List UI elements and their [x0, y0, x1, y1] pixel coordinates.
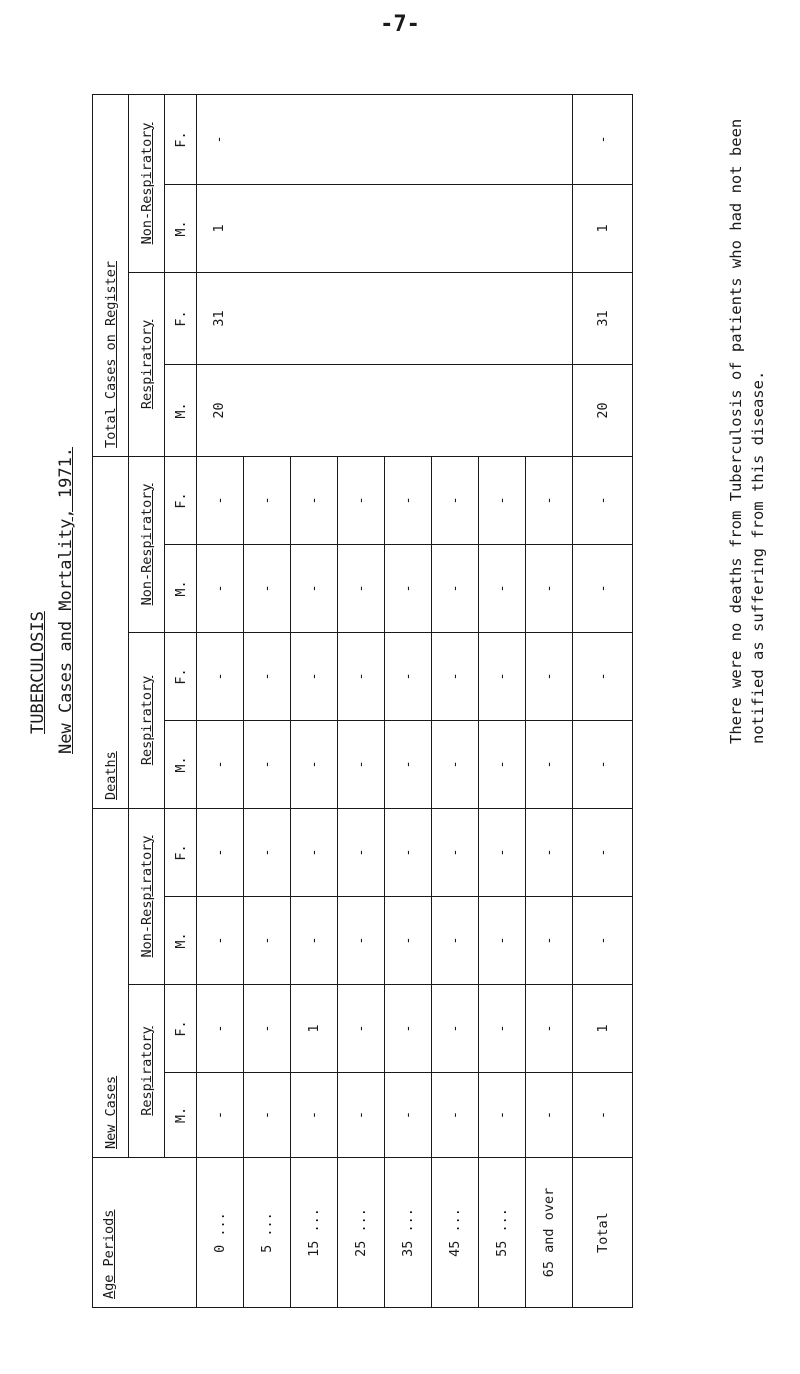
tuberculosis-table — [92, 94, 633, 1308]
value-cell: - — [479, 985, 526, 1073]
value-cell: - — [291, 1073, 338, 1158]
value-cell: - — [385, 1073, 432, 1158]
value-cell: - — [197, 897, 244, 985]
value-cell: - — [385, 720, 432, 808]
sex-female-header: F. — [165, 94, 197, 184]
table-row — [197, 94, 244, 1307]
value-cell: - — [197, 456, 244, 544]
subgroup-respiratory: Respiratory — [129, 272, 165, 456]
value-cell: - — [244, 808, 291, 896]
value-cell: 1 — [197, 184, 573, 272]
value-cell: - — [385, 632, 432, 720]
value-cell: - — [432, 897, 479, 985]
value-cell: - — [197, 808, 244, 896]
value-cell: - — [244, 544, 291, 632]
value-cell: - — [338, 456, 385, 544]
age-period-cell: 65 and over — [526, 1158, 573, 1308]
sex-female-header: F. — [165, 985, 197, 1073]
subgroup-non-respiratory: Non-Respiratory — [129, 94, 165, 272]
age-period-cell: 45 ... — [432, 1158, 479, 1308]
table-body — [197, 94, 633, 1307]
page-number: -7- — [380, 12, 420, 37]
value-cell: - — [338, 544, 385, 632]
value-cell: - — [526, 985, 573, 1073]
value-cell: 1 — [573, 985, 633, 1073]
value-cell: - — [197, 1073, 244, 1158]
value-cell: - — [291, 456, 338, 544]
value-cell: - — [197, 632, 244, 720]
total-label: Total — [573, 1158, 633, 1308]
value-cell: - — [197, 985, 244, 1073]
sex-male-header: M. — [165, 184, 197, 272]
value-cell: - — [291, 897, 338, 985]
subgroup-respiratory: Respiratory — [129, 985, 165, 1158]
value-cell: - — [573, 1073, 633, 1158]
value-cell: - — [291, 544, 338, 632]
value-cell: - — [526, 897, 573, 985]
value-cell: - — [385, 897, 432, 985]
value-cell: - — [526, 808, 573, 896]
value-cell: - — [244, 897, 291, 985]
value-cell: 20 — [197, 364, 573, 456]
value-cell: 20 — [573, 364, 633, 456]
sex-male-header: M. — [165, 1073, 197, 1158]
value-cell: - — [526, 632, 573, 720]
value-cell: - — [338, 1073, 385, 1158]
value-cell: - — [479, 456, 526, 544]
value-cell: - — [573, 632, 633, 720]
value-cell: - — [338, 808, 385, 896]
sex-female-header: F. — [165, 456, 197, 544]
value-cell: - — [526, 544, 573, 632]
subgroup-non-respiratory: Non-Respiratory — [129, 456, 165, 632]
value-cell: - — [385, 985, 432, 1073]
value-cell: - — [291, 720, 338, 808]
age-period-cell: 55 ... — [479, 1158, 526, 1308]
value-cell: - — [479, 720, 526, 808]
value-cell: 1 — [573, 184, 633, 272]
value-cell: - — [197, 94, 573, 184]
sex-female-header: F. — [165, 272, 197, 364]
value-cell: 31 — [197, 272, 573, 364]
value-cell: - — [197, 720, 244, 808]
value-cell: - — [244, 456, 291, 544]
age-periods-header: Age Periods — [93, 1158, 197, 1308]
group-total-register: Total Cases on Register — [93, 94, 129, 456]
value-cell: - — [573, 456, 633, 544]
value-cell: - — [526, 720, 573, 808]
value-cell: 1 — [291, 985, 338, 1073]
value-cell: - — [432, 985, 479, 1073]
value-cell: - — [479, 544, 526, 632]
sex-male-header: M. — [165, 364, 197, 456]
footnote-line: There were no deaths from Tuberculosis of patients who had not been — [727, 118, 745, 744]
value-cell: - — [385, 456, 432, 544]
value-cell: - — [573, 94, 633, 184]
group-deaths: Deaths — [93, 456, 129, 808]
value-cell: - — [479, 632, 526, 720]
sex-male-header: M. — [165, 720, 197, 808]
value-cell: - — [479, 808, 526, 896]
value-cell: - — [573, 720, 633, 808]
value-cell: - — [291, 808, 338, 896]
value-cell: - — [432, 1073, 479, 1158]
value-cell: - — [432, 632, 479, 720]
sex-female-header: F. — [165, 808, 197, 896]
value-cell: - — [244, 985, 291, 1073]
age-period-cell: 25 ... — [338, 1158, 385, 1308]
value-cell: - — [338, 897, 385, 985]
value-cell: - — [432, 720, 479, 808]
value-cell: - — [573, 808, 633, 896]
age-period-cell: 35 ... — [385, 1158, 432, 1308]
value-cell: - — [526, 456, 573, 544]
value-cell: - — [244, 1073, 291, 1158]
value-cell: - — [385, 544, 432, 632]
document-title: TUBERCULOSIS — [28, 611, 48, 734]
value-cell: - — [338, 720, 385, 808]
footnote — [725, 119, 769, 744]
subgroup-respiratory: Respiratory — [129, 632, 165, 808]
value-cell: - — [432, 456, 479, 544]
total-row — [573, 94, 633, 1307]
value-cell: - — [573, 897, 633, 985]
document-subtitle: New Cases and Mortality, 1971. — [56, 446, 76, 754]
value-cell: - — [573, 544, 633, 632]
value-cell: - — [385, 808, 432, 896]
value-cell: - — [432, 544, 479, 632]
age-period-cell: 0 ... — [197, 1158, 244, 1308]
value-cell: - — [479, 897, 526, 985]
sex-male-header: M. — [165, 544, 197, 632]
sex-male-header: M. — [165, 897, 197, 985]
value-cell: - — [338, 985, 385, 1073]
value-cell: - — [291, 632, 338, 720]
group-new-cases: New Cases — [93, 808, 129, 1157]
footnote-line: notified as suffering from this disease. — [749, 370, 767, 744]
sex-female-header: F. — [165, 632, 197, 720]
value-cell: - — [197, 544, 244, 632]
value-cell: - — [338, 632, 385, 720]
value-cell: 31 — [573, 272, 633, 364]
value-cell: - — [432, 808, 479, 896]
value-cell: - — [526, 1073, 573, 1158]
value-cell: - — [244, 720, 291, 808]
value-cell: - — [244, 632, 291, 720]
age-period-cell: 15 ... — [291, 1158, 338, 1308]
age-period-cell: 5 ... — [244, 1158, 291, 1308]
subgroup-non-respiratory: Non-Respiratory — [129, 808, 165, 984]
value-cell: - — [479, 1073, 526, 1158]
